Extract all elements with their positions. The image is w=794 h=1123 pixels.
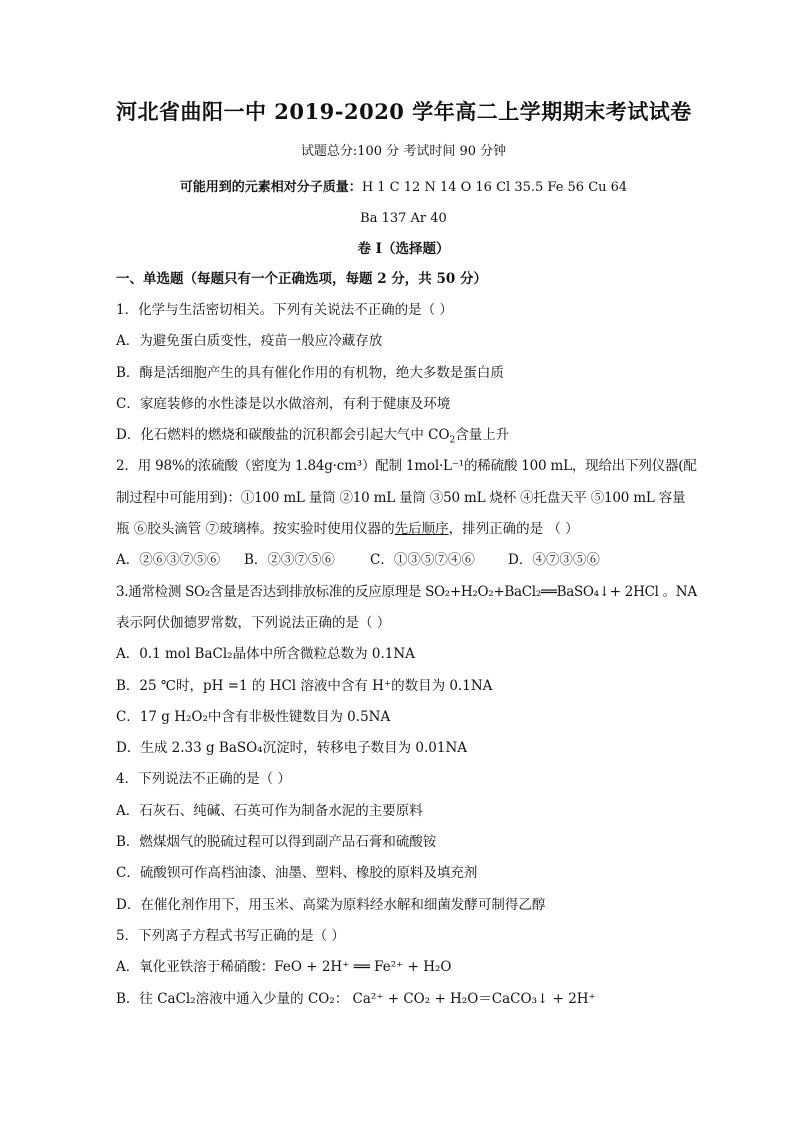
section-heading: 一、单选题（每题只有一个正确选项，每题 2 分，共 50 分） [116, 271, 487, 287]
question-4-option-c: C．硫酸钡可作高档油漆、油墨、塑料、橡胶的原料及填充剂 [116, 865, 478, 882]
question-4-stem: 4．下列说法不正确的是（ ） [116, 771, 291, 788]
exam-title: 河北省曲阳一中 2019-2020 学年高二上学期期末考试试卷 [116, 99, 692, 124]
question-2-line-1: 2．用 98%的浓硫酸（密度为 1.84g·cm³）配制 1mol·L⁻¹的稀硫酸 100 mL，现给出下列仪器(配 [116, 458, 697, 475]
question-4-option-d: D．在催化剂作用下，用玉米、高粱为原料经水解和细菌发酵可制得乙醇 [116, 896, 546, 913]
question-5-stem: 5．下列离子方程式书写正确的是（ ） [116, 927, 345, 944]
volume-heading: 卷 I（选择题） [357, 241, 450, 257]
question-1-option-a: A．为避免蛋白质变性，疫苗一般应冷藏存放 [116, 333, 383, 350]
question-2-line-3 [116, 514, 691, 545]
question-1-option-d-text: D．化石燃料的燃烧和碳酸盐的沉积都会引起大气中 CO [116, 427, 450, 444]
question-3-option-b: B．25 ℃时，pH =1 的 HCl 溶液中含有 H⁺的数目为 0.1NA [116, 677, 493, 694]
question-3-line-2: 表示阿伏伽德罗常数，下列说法正确的是（ ） [116, 614, 391, 631]
question-2-option-d: D．④⑦③⑤⑥ [508, 552, 600, 569]
question-2-line-2: 制过程中可能用到)：①100 mL 量筒 ②10 mL 量筒 ③50 mL 烧杯 ④托盘天平 ⑤100 mL 容量 [116, 489, 686, 506]
question-5-option-b: B．往 CaCl₂溶液中通入少量的 CO₂： Ca²⁺ + CO₂ + H₂O＝CaCO₃↓ + 2H⁺ [116, 990, 596, 1007]
question-4-option-a: A．石灰石、纯碱、石英可作为制备水泥的主要原料 [116, 802, 423, 819]
question-3-option-c: C．17 g H₂O₂中含有非极性键数目为 0.5NA [116, 708, 391, 725]
exam-subtitle: 试题总分:100 分 考试时间 90 分钟 [300, 144, 507, 159]
question-3 [116, 577, 697, 765]
question-2-line-3-tail: ，排列正确的是 （ ） [448, 521, 579, 538]
question-1-stem: 1．化学与生活密切相关。下列有关说法不正确的是（ ） [116, 302, 453, 318]
question-1-option-d [116, 420, 691, 451]
question-2-option-a: A．②⑥③⑦⑤⑥ [116, 552, 221, 569]
question-2-options [116, 545, 691, 576]
question-2-emphasis: 先后顺序 [394, 521, 449, 538]
question-4-option-b: B．燃煤烟气的脱硫过程可以得到副产品石膏和硫酸铵 [116, 834, 437, 851]
question-1-option-d-tail: 含量上升 [455, 427, 510, 444]
question-1 [116, 295, 691, 451]
exam-page [116, 96, 697, 1015]
question-2-option-c: C．①③⑤⑦④⑥ [370, 552, 475, 569]
question-1-option-b: B．酶是活细胞产生的具有催化作用的有机物，绝大多数是蛋白质 [116, 364, 504, 381]
question-2 [116, 451, 697, 576]
atomic-masses-line2: Ba 137 Ar 40 [360, 211, 447, 226]
atomic-masses [116, 172, 691, 234]
question-2-line-3-text: 瓶 ⑥胶头滴管 ⑦玻璃棒。按实验时使用仪器的 [116, 521, 395, 538]
question-3-line-1: 3.通常检测 SO₂含量是否达到排放标准的反应原理是 SO₂+H₂O₂+BaCl₂══BaSO₄↓+ 2HCl 。NA [116, 583, 697, 600]
atomic-masses-lead: 可能用到的元素相对分子质量： [179, 180, 362, 195]
question-5-option-a: A．氧化亚铁溶于稀硝酸：FeO + 2H⁺ ══ Fe²⁺ + H₂O [116, 959, 452, 976]
question-1-option-d-sub: 2 [449, 435, 456, 446]
question-3-option-a: A．0.1 mol BaCl₂晶体中所含微粒总数为 0.1NA [116, 646, 415, 663]
question-1-option-c: C．家庭装修的水性漆是以水做溶剂，有利于健康及环境 [116, 395, 451, 412]
question-5 [116, 921, 691, 1015]
question-3-option-d: D．生成 2.33 g BaSO₄沉淀时，转移电子数目为 0.01NA [116, 740, 468, 757]
atomic-masses-line1: H 1 C 12 N 14 O 16 Cl 35.5 Fe 56 Cu 64 [361, 180, 628, 195]
question-2-option-b: B．②③⑦⑤⑥ [244, 552, 335, 569]
question-4 [116, 764, 691, 920]
